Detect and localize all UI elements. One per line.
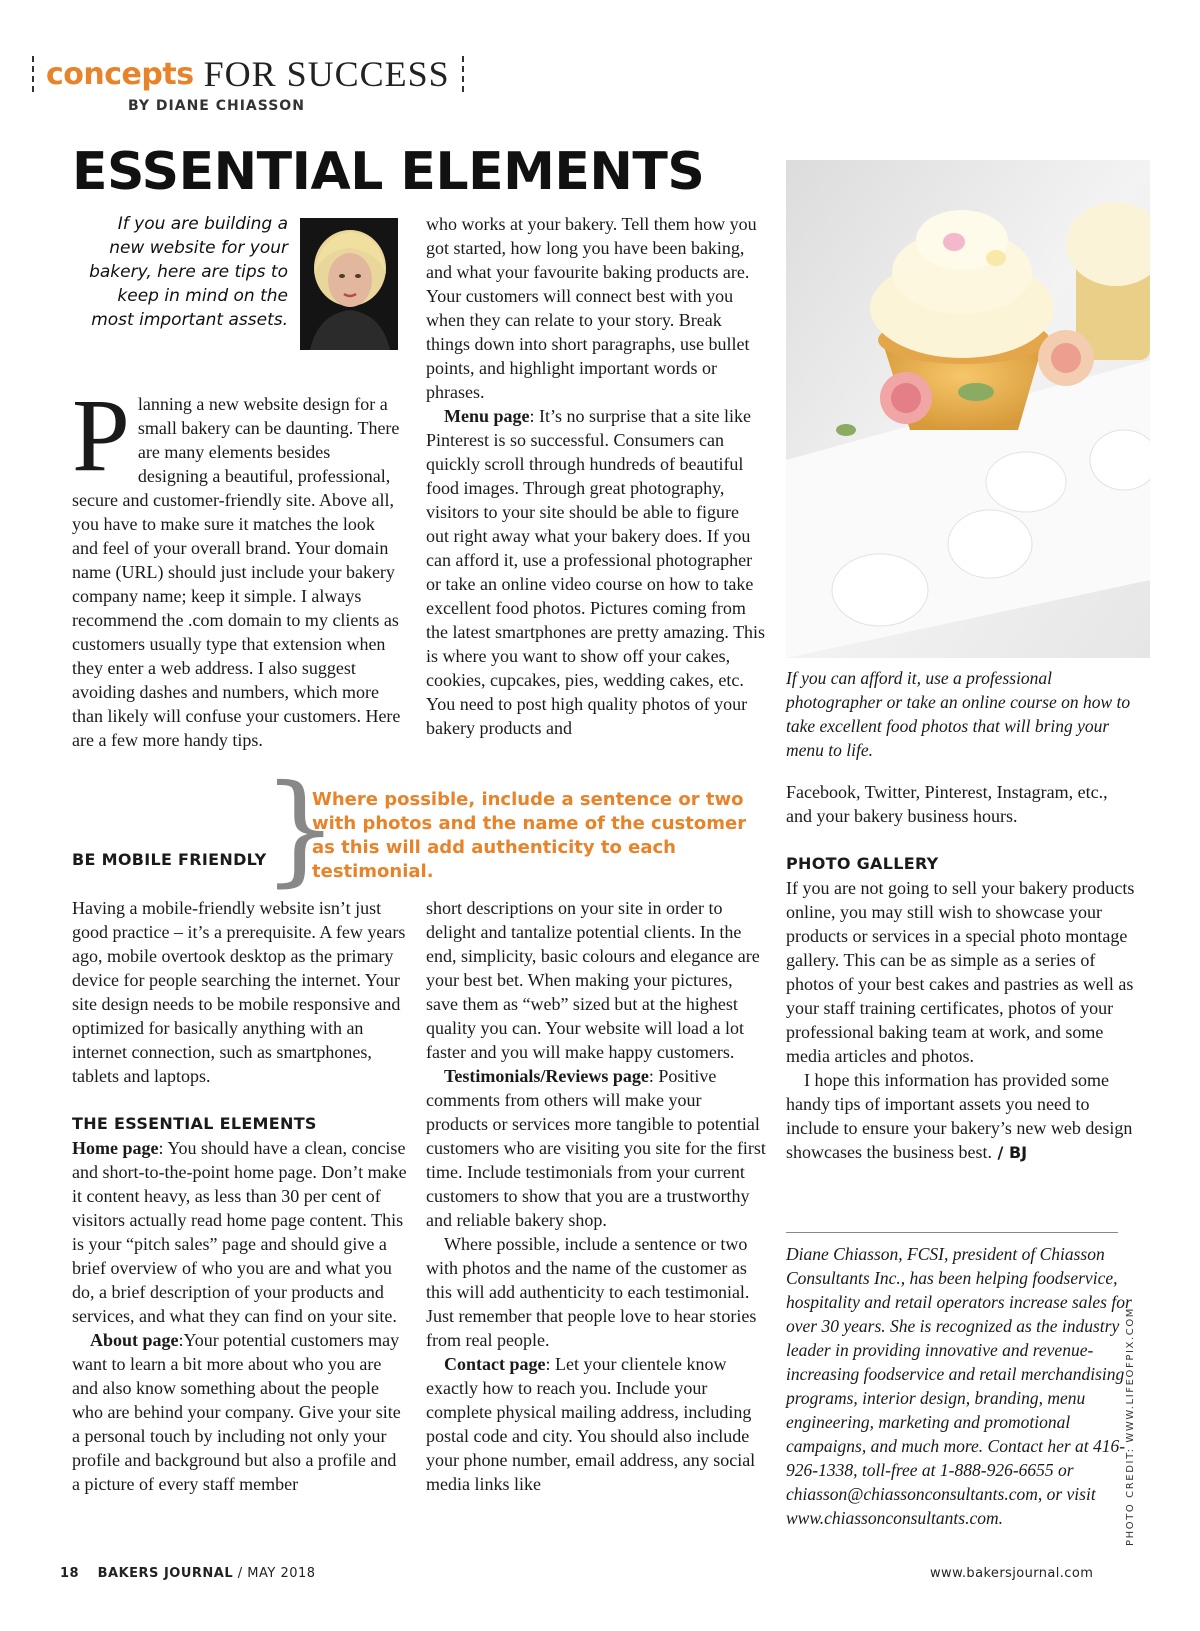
opening-text: lanning a new website design for a small bakery can be daunting. There are many elements besides designing a beautiful, professional, secure and customer-friendly site. Above all, you have to make sure it matches the look and feel of your overall brand. Your domain name (URL) should just include your bakery company name; keep it simple. I always recommend the .com domain to my clients as customers usually type that extension when they enter a web address. I also suggest avoiding dashes and numbers, which more than likely will confuse your customers. Here are a few more handy tips. xyxy=(72,394,401,750)
home-page-lead: Home page xyxy=(72,1138,159,1158)
author-portrait xyxy=(300,218,398,350)
column-1-lower xyxy=(72,896,408,1496)
column-3 xyxy=(786,780,1136,1165)
contact-continued: Facebook, Twitter, Pinterest, Instagram, etc., and your bakery business hours. xyxy=(786,782,1108,826)
photo-caption: If you can afford it, use a professional photographer or take an online course on how to take excellent food photos that will bring your menu to life. xyxy=(786,668,1131,760)
byline: BY DIANE CHIASSON xyxy=(128,98,305,114)
where-possible-paragraph: Where possible, include a sentence or two with photos and the name of the customer as this will add authenticity to each testimonial. Just remember that people love to hear stories from real people. xyxy=(426,1234,757,1350)
footer-folio xyxy=(60,1566,316,1581)
header-divider-left xyxy=(32,56,36,92)
testimonials-paragraph xyxy=(426,1064,766,1232)
drop-cap: P xyxy=(72,378,130,493)
closing-paragraph xyxy=(786,1068,1136,1165)
header-divider-right xyxy=(462,56,466,92)
about-page-paragraph xyxy=(72,1328,408,1496)
heading-be-mobile-friendly: BE MOBILE FRIENDLY xyxy=(72,850,267,869)
intro-deck: If you are building a new website for your bakery, here are tips to keep in mind on the most important assets. xyxy=(89,214,288,330)
home-page-text: : You should have a clean, concise and short-to-the-point home page. Don’t make it content heavy, as less than 30 per cent of visitors actually read home page content. This is your “pitch sales” page and should give a brief overview of who you are and what you do, a brief description of your products and services, and what they can find on your site. xyxy=(72,1138,407,1326)
cupcake-image xyxy=(786,160,1150,658)
menu-page-paragraph xyxy=(426,404,766,740)
column-1 xyxy=(72,378,404,752)
closing-text: I hope this information has provided some handy tips of important assets you need to include to ensure your bakery’s new web design showcases the business best. xyxy=(786,1070,1133,1162)
photo-credit: PHOTO CREDIT: WWW.LIFEOFPIX.COM xyxy=(1125,1306,1136,1546)
author-bio: Diane Chiasson, FCSI, president of Chiasson Consultants Inc., has been helping foodservice, hospitality and retail operators increase sales for over 30 years. She is recognized as the industry leader in providing innovative and revenue-increasing foodservice and retail merchandising programs, interior design, branding, menu engineering, marketing and promotional campaigns, and much more. Contact her at 416-926-1338, toll-free at 1-888-926-6655 or chiasson@chiassonconsultants.com, or visit www.chiassonconsultants.com. xyxy=(786,1244,1132,1528)
column-1-heading-mobile xyxy=(72,848,272,872)
menu-page-text: : It’s no surprise that a site like Pinterest is so successful. Consumers can quickly scroll through hundreds of beautiful food images. Through great photography, visitors to your site should be able to figure out right away what your bakery does. If you can afford it, use a professional photographer or take an online video course on how to take excellent food photos. Pictures coming from the latest smartphones are pretty amazing. This is where you want to show off your cakes, cookies, cupcakes, pies, wedding cakes, etc. You need to post high quality photos of your bakery products and xyxy=(426,406,766,738)
footer-website: www.bakersjournal.com xyxy=(930,1566,1094,1581)
article-title: ESSENTIAL ELEMENTS xyxy=(72,142,705,202)
heading-photo-gallery: PHOTO GALLERY xyxy=(786,854,939,873)
testimonials-lead: Testimonials/Reviews page xyxy=(444,1066,649,1086)
section-header xyxy=(32,54,466,94)
publication-name: BAKERS JOURNAL xyxy=(97,1566,234,1581)
about-page-lead: About page xyxy=(90,1330,179,1350)
portrait-image xyxy=(300,218,398,350)
pull-quote: Where possible, include a sentence or two with photos and the name of the customer as this will add authenticity to each testimonial. xyxy=(312,789,747,882)
sign-off: / BJ xyxy=(991,1143,1028,1162)
menu-continued: short descriptions on your site in order to delight and tantalize potential clients. In the end, simplicity, basic colours and elegance are your best bet. When making your pictures, save them as “web” sized but at the highest quality you can. Your website will load a lot faster and you will make happy customers. xyxy=(426,898,760,1062)
mobile-paragraph: Having a mobile-friendly website isn’t just good practice – it’s a prerequisite. A few years ago, mobile overtook desktop as the primary device for people searching the internet. Your site design needs to be mobile responsive and optimized for basically anything with an internet connection, such as smartphones, tablets and laptops. xyxy=(72,898,406,1086)
contact-page-paragraph xyxy=(426,1352,766,1496)
column-2-bottom xyxy=(426,896,766,1496)
cupcake-photo xyxy=(786,160,1150,658)
column-2-top xyxy=(426,212,766,740)
issue-date: / MAY 2018 xyxy=(233,1566,316,1581)
gallery-paragraph: If you are not going to sell your bakery products online, you may still wish to showcase your products or services in a special photo montage gallery. This can be as simple as a series of photos of your best cakes and pastries as well as your staff training certificates, photos of your professional baking team at work, and some media articles and photos. xyxy=(786,878,1135,1066)
bio-divider xyxy=(786,1232,1118,1233)
section-label-concepts: concepts xyxy=(46,56,194,92)
heading-essential-elements: THE ESSENTIAL ELEMENTS xyxy=(72,1114,317,1133)
contact-page-text: : Let your clientele know exactly how to reach you. Include your complete physical mailing address, including postal code and city. You should also include your phone number, email address, any social media links like xyxy=(426,1354,756,1494)
opening-paragraph xyxy=(72,378,404,752)
contact-page-lead: Contact page xyxy=(444,1354,546,1374)
home-page-paragraph xyxy=(72,1136,408,1328)
menu-page-lead: Menu page xyxy=(444,406,530,426)
about-continued: who works at your bakery. Tell them how you got started, how long you have been baking, and what your favourite baking products are. Your customers will connect best with you when they can relate to your story. Break things down into short paragraphs, use bullet points, and highlight important words or phrases. xyxy=(426,214,757,402)
pull-quote-brace: } xyxy=(262,760,339,899)
page-number: 18 xyxy=(60,1566,80,1581)
about-page-text: :Your potential customers may want to learn a bit more about who you are and also know something about the people who are behind your company. Give your site a personal touch by including not only your profile and background but also a profile and a picture of every staff member xyxy=(72,1330,401,1494)
testimonials-text: : Positive comments from others will make your products or services more tangible to potential customers who are visiting you site for the first time. Include testimonials from your current customers to show that you are a trustworthy and reliable bakery shop. xyxy=(426,1066,766,1230)
section-label-for-success: FOR SUCCESS xyxy=(203,54,450,94)
